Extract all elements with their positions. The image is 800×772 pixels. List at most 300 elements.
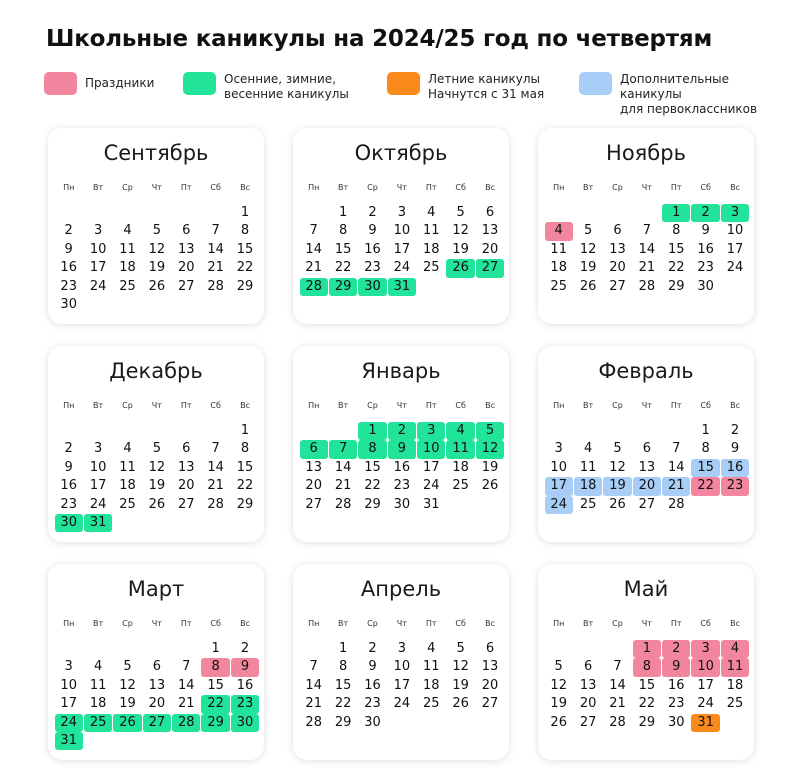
weekday-label: Вт xyxy=(338,401,349,410)
empty-cell xyxy=(633,204,661,222)
day-cell: 27 xyxy=(609,278,626,294)
day-cell: 13 xyxy=(579,677,597,693)
day-cell: 26 xyxy=(452,696,469,712)
day-cell-marked: 28 xyxy=(300,278,328,296)
weekday-label: Чт xyxy=(151,401,162,410)
day-cell-marked: 1 xyxy=(633,640,661,658)
day-cell-marked: 1 xyxy=(358,422,386,440)
day-cell: 14 xyxy=(334,459,352,475)
weekday-label: Вт xyxy=(583,401,594,410)
day-cell: 23 xyxy=(60,496,77,512)
weekday-header xyxy=(544,182,748,204)
day-cell: 20 xyxy=(609,260,626,276)
month-card xyxy=(48,346,264,542)
day-cell: 17 xyxy=(60,696,77,712)
day-cell-marked: 11 xyxy=(446,440,474,458)
day-cell: 26 xyxy=(481,478,499,494)
weekday-label: Пн xyxy=(553,619,565,628)
day-cell-marked: 20 xyxy=(633,477,661,495)
day-cell-marked: 26 xyxy=(446,259,474,277)
day-cell: 14 xyxy=(638,241,656,257)
weekday-label: Пн xyxy=(308,619,320,628)
day-cell: 5 xyxy=(456,205,465,220)
day-cell: 26 xyxy=(579,278,597,294)
day-cell-marked: 3 xyxy=(417,422,445,440)
day-cell-marked: 17 xyxy=(545,477,573,495)
day-cell: 23 xyxy=(667,696,685,712)
weekday-label: Вс xyxy=(730,401,740,410)
weekday-label: Ср xyxy=(122,619,133,628)
day-cell: 21 xyxy=(638,260,656,276)
weekday-label: Пт xyxy=(425,401,437,410)
day-cell: 14 xyxy=(305,241,322,257)
day-cell-marked: 4 xyxy=(721,640,749,658)
day-cell: 29 xyxy=(236,496,254,512)
day-cell: 12 xyxy=(579,241,597,257)
day-cell: 18 xyxy=(726,677,744,693)
day-cell: 9 xyxy=(730,441,740,457)
day-cell: 10 xyxy=(726,223,744,239)
day-cell: 18 xyxy=(119,260,136,276)
weekday-label: Ср xyxy=(122,183,133,192)
day-cell-marked: 9 xyxy=(231,658,259,676)
day-cell: 21 xyxy=(305,260,322,276)
day-cell-marked: 10 xyxy=(691,658,719,676)
day-cell: 12 xyxy=(609,459,626,475)
weekday-label: Пн xyxy=(63,183,75,192)
weekday-header xyxy=(54,618,258,640)
day-cell: 8 xyxy=(240,223,250,239)
weekday-label: Сб xyxy=(210,619,221,628)
day-cell: 30 xyxy=(393,496,411,512)
weekday-header xyxy=(544,400,748,422)
day-cell: 25 xyxy=(422,260,440,276)
month-card xyxy=(293,128,509,324)
day-cell: 1 xyxy=(211,641,220,656)
day-cell-marked: 3 xyxy=(721,204,749,222)
weekday-label: Пн xyxy=(308,183,320,192)
day-cell: 11 xyxy=(550,241,567,257)
day-cell: 14 xyxy=(667,459,685,475)
day-cell: 9 xyxy=(701,223,710,239)
weekday-label: Пт xyxy=(425,183,437,192)
weekday-label: Ср xyxy=(367,183,378,192)
weekday-label: Вт xyxy=(583,619,594,628)
day-cell: 5 xyxy=(554,659,563,675)
day-cell: 10 xyxy=(89,459,107,475)
day-cell: 24 xyxy=(393,696,411,712)
day-cell: 15 xyxy=(667,241,685,257)
days-grid xyxy=(544,640,748,732)
empty-cell xyxy=(84,204,112,222)
day-cell: 2 xyxy=(730,423,740,438)
day-cell: 20 xyxy=(177,260,195,276)
day-cell: 14 xyxy=(305,677,322,693)
day-cell-marked: 11 xyxy=(721,658,749,676)
day-cell: 25 xyxy=(119,496,136,512)
day-cell: 15 xyxy=(334,241,352,257)
day-cell: 6 xyxy=(583,659,593,675)
day-cell: 17 xyxy=(89,260,107,276)
day-cell: 24 xyxy=(726,260,744,276)
day-cell: 30 xyxy=(697,278,714,294)
day-cell: 20 xyxy=(305,478,322,494)
weekday-label: Сб xyxy=(210,401,221,410)
day-cell: 26 xyxy=(148,496,166,512)
day-cell: 22 xyxy=(334,260,352,276)
day-cell-marked: 29 xyxy=(201,714,229,732)
weekday-label: Пт xyxy=(670,619,682,628)
legend-swatch-holidays xyxy=(44,72,77,95)
month-name: Апрель xyxy=(360,577,442,601)
day-cell: 27 xyxy=(579,714,597,730)
day-cell: 18 xyxy=(119,478,136,494)
weekday-label: Пт xyxy=(180,401,192,410)
day-cell-marked: 10 xyxy=(417,440,445,458)
day-cell-marked: 7 xyxy=(329,440,357,458)
day-cell-marked: 28 xyxy=(172,714,200,732)
day-cell: 21 xyxy=(305,696,322,712)
empty-cell xyxy=(633,422,661,440)
day-cell-marked: 9 xyxy=(662,658,690,676)
day-cell: 26 xyxy=(550,714,567,730)
weekday-label: Вс xyxy=(730,619,740,628)
day-cell: 20 xyxy=(481,241,499,257)
day-cell-marked: 22 xyxy=(691,477,719,495)
empty-cell xyxy=(113,640,141,658)
day-cell: 4 xyxy=(583,441,593,457)
day-cell: 10 xyxy=(550,459,567,475)
weekday-label: Сб xyxy=(700,401,711,410)
day-cell: 11 xyxy=(119,241,136,257)
day-cell-marked: 16 xyxy=(721,459,749,477)
day-cell: 1 xyxy=(701,423,710,438)
day-cell: 22 xyxy=(334,696,352,712)
day-cell-marked: 22 xyxy=(201,695,229,713)
weekday-label: Вс xyxy=(485,401,495,410)
day-cell: 21 xyxy=(207,260,224,276)
days-grid xyxy=(299,640,503,732)
day-cell: 1 xyxy=(338,641,348,656)
day-cell: 29 xyxy=(334,714,352,730)
day-cell: 15 xyxy=(334,677,352,693)
day-cell: 12 xyxy=(452,659,469,675)
day-cell-marked: 4 xyxy=(545,222,573,240)
days-grid xyxy=(544,422,748,514)
month-card xyxy=(293,346,509,542)
day-cell: 28 xyxy=(638,278,656,294)
day-cell: 7 xyxy=(672,441,681,457)
day-cell: 24 xyxy=(89,496,107,512)
day-cell: 25 xyxy=(579,496,597,512)
day-cell: 21 xyxy=(177,696,195,712)
day-cell: 17 xyxy=(422,459,440,475)
day-cell: 19 xyxy=(148,260,166,276)
day-cell-marked: 31 xyxy=(691,714,719,732)
weekday-label: Пн xyxy=(553,183,565,192)
day-cell: 7 xyxy=(642,223,651,239)
day-cell: 29 xyxy=(364,496,381,512)
month-card xyxy=(538,564,754,760)
empty-cell xyxy=(300,640,328,658)
day-cell: 23 xyxy=(393,478,411,494)
month-card xyxy=(293,564,509,760)
weekday-label: Чт xyxy=(641,183,652,192)
day-cell: 31 xyxy=(422,496,440,512)
month-name: Сентябрь xyxy=(103,141,209,165)
day-cell: 14 xyxy=(207,459,224,475)
day-cell: 22 xyxy=(667,260,685,276)
day-cell: 28 xyxy=(305,714,322,730)
day-cell: 16 xyxy=(364,677,381,693)
day-cell: 7 xyxy=(211,441,220,457)
day-cell: 9 xyxy=(368,659,377,675)
day-cell-marked: 6 xyxy=(300,440,328,458)
day-cell: 12 xyxy=(148,241,166,257)
day-cell: 12 xyxy=(119,677,136,693)
day-cell: 22 xyxy=(236,478,254,494)
weekday-label: Пт xyxy=(180,619,192,628)
days-grid xyxy=(54,422,258,532)
day-cell: 24 xyxy=(89,278,107,294)
empty-cell xyxy=(545,640,573,658)
month-card xyxy=(48,564,264,760)
day-cell: 28 xyxy=(667,496,685,512)
day-cell: 6 xyxy=(485,641,495,656)
weekday-label: Вт xyxy=(93,183,104,192)
page-title: Школьные каникулы на 2024/25 год по четвертям xyxy=(46,26,713,52)
days-grid xyxy=(54,640,258,750)
empty-cell xyxy=(545,422,573,440)
day-cell: 2 xyxy=(240,641,250,656)
day-cell: 3 xyxy=(397,205,406,220)
empty-cell xyxy=(603,640,631,658)
weekday-label: Ср xyxy=(612,619,623,628)
empty-cell xyxy=(201,204,229,222)
weekday-header xyxy=(299,182,503,204)
weekday-header xyxy=(544,618,748,640)
day-cell: 29 xyxy=(667,278,685,294)
day-cell: 11 xyxy=(89,677,107,693)
empty-cell xyxy=(201,422,229,440)
day-cell-marked: 24 xyxy=(545,496,573,514)
day-cell: 8 xyxy=(338,223,348,239)
day-cell: 3 xyxy=(397,641,406,656)
month-name: Октябрь xyxy=(354,141,448,165)
empty-cell xyxy=(603,204,631,222)
legend-label-first-grade-break: Дополнительные каникулы для первоклассников xyxy=(620,72,758,116)
day-cell-marked: 19 xyxy=(603,477,631,495)
month-card xyxy=(48,128,264,324)
days-grid xyxy=(299,422,503,514)
weekday-label: Вт xyxy=(583,183,594,192)
day-cell: 11 xyxy=(422,223,440,239)
day-cell-marked: 1 xyxy=(662,204,690,222)
empty-cell xyxy=(143,204,171,222)
legend-item-first-grade-break xyxy=(579,72,757,117)
empty-cell xyxy=(113,422,141,440)
day-cell-marked: 31 xyxy=(388,278,416,296)
empty-cell xyxy=(172,640,200,658)
day-cell: 28 xyxy=(207,278,224,294)
day-cell: 5 xyxy=(456,641,465,656)
day-cell: 10 xyxy=(89,241,107,257)
month-name: Март xyxy=(127,577,185,601)
day-cell: 22 xyxy=(236,260,254,276)
day-cell-marked: 23 xyxy=(231,695,259,713)
day-cell: 7 xyxy=(613,659,622,675)
day-cell: 16 xyxy=(236,677,254,693)
day-cell-marked: 15 xyxy=(691,459,719,477)
day-cell-marked: 8 xyxy=(633,658,661,676)
calendar-grid xyxy=(48,128,754,760)
day-cell-marked: 30 xyxy=(55,514,83,532)
day-cell: 13 xyxy=(305,459,322,475)
day-cell: 19 xyxy=(550,696,567,712)
day-cell: 19 xyxy=(579,260,597,276)
legend-label-holidays: Праздники xyxy=(85,76,155,90)
day-cell-marked: 3 xyxy=(691,640,719,658)
weekday-header xyxy=(54,400,258,422)
day-cell: 18 xyxy=(89,696,107,712)
day-cell: 12 xyxy=(452,223,469,239)
day-cell: 16 xyxy=(667,677,685,693)
day-cell: 9 xyxy=(64,459,73,475)
day-cell: 5 xyxy=(152,441,161,457)
empty-cell xyxy=(603,422,631,440)
empty-cell xyxy=(574,422,602,440)
weekday-label: Пт xyxy=(425,619,437,628)
weekday-label: Вс xyxy=(240,619,250,628)
day-cell: 24 xyxy=(697,696,714,712)
day-cell: 25 xyxy=(550,278,567,294)
day-cell: 27 xyxy=(177,496,195,512)
day-cell: 1 xyxy=(240,423,250,438)
day-cell: 18 xyxy=(422,241,440,257)
day-cell: 25 xyxy=(422,696,440,712)
day-cell: 13 xyxy=(177,241,195,257)
day-cell: 15 xyxy=(364,459,381,475)
weekday-header xyxy=(299,400,503,422)
weekday-label: Чт xyxy=(641,619,652,628)
day-cell: 5 xyxy=(123,659,132,675)
empty-cell xyxy=(172,422,200,440)
day-cell: 17 xyxy=(393,241,411,257)
day-cell: 23 xyxy=(60,278,77,294)
weekday-label: Чт xyxy=(396,401,407,410)
day-cell-marked: 4 xyxy=(446,422,474,440)
weekday-label: Вс xyxy=(485,619,495,628)
day-cell: 4 xyxy=(123,223,132,239)
day-cell: 19 xyxy=(452,677,469,693)
weekday-label: Сб xyxy=(210,183,221,192)
day-cell: 3 xyxy=(554,441,563,457)
weekday-header xyxy=(54,182,258,204)
weekday-label: Чт xyxy=(396,183,407,192)
day-cell: 8 xyxy=(240,441,250,457)
day-cell: 10 xyxy=(393,659,411,675)
day-cell: 18 xyxy=(422,677,440,693)
day-cell: 6 xyxy=(642,441,651,457)
legend-label-school-breaks: Осенние, зимние, весенние каникулы xyxy=(224,72,349,101)
day-cell-marked: 31 xyxy=(55,732,83,750)
day-cell: 13 xyxy=(148,677,166,693)
empty-cell xyxy=(329,422,357,440)
day-cell: 2 xyxy=(64,223,73,239)
day-cell: 13 xyxy=(177,459,195,475)
day-cell: 17 xyxy=(89,478,107,494)
weekday-label: Вс xyxy=(730,183,740,192)
day-cell: 12 xyxy=(550,677,567,693)
weekday-label: Сб xyxy=(455,183,466,192)
weekday-label: Пн xyxy=(553,401,565,410)
day-cell: 8 xyxy=(338,659,348,675)
day-cell-marked: 25 xyxy=(84,714,112,732)
day-cell: 23 xyxy=(364,696,381,712)
day-cell: 17 xyxy=(697,677,714,693)
day-cell: 16 xyxy=(60,260,77,276)
legend-item-school-breaks xyxy=(183,72,349,102)
day-cell: 21 xyxy=(609,696,626,712)
weekday-label: Ср xyxy=(367,619,378,628)
day-cell: 21 xyxy=(334,478,352,494)
day-cell: 5 xyxy=(152,223,161,239)
days-grid xyxy=(299,204,503,296)
weekday-label: Пн xyxy=(63,619,75,628)
day-cell-marked: 2 xyxy=(662,640,690,658)
day-cell-marked: 31 xyxy=(84,514,112,532)
day-cell: 6 xyxy=(182,223,191,239)
day-cell: 18 xyxy=(550,260,567,276)
day-cell: 4 xyxy=(93,659,103,675)
weekday-label: Вс xyxy=(240,183,250,192)
day-cell: 4 xyxy=(427,205,436,220)
day-cell-marked: 27 xyxy=(143,714,171,732)
day-cell-marked: 29 xyxy=(329,278,357,296)
weekday-label: Чт xyxy=(151,619,162,628)
month-name: Ноябрь xyxy=(606,141,686,165)
day-cell: 25 xyxy=(119,278,136,294)
day-cell: 7 xyxy=(309,223,318,239)
weekday-label: Пт xyxy=(670,401,682,410)
days-grid xyxy=(544,204,748,296)
month-name: Декабрь xyxy=(109,359,203,383)
legend-item-summer-break xyxy=(387,72,544,102)
weekday-label: Ср xyxy=(612,401,623,410)
day-cell: 16 xyxy=(393,459,411,475)
day-cell: 23 xyxy=(364,260,381,276)
day-cell: 20 xyxy=(148,696,166,712)
day-cell: 14 xyxy=(207,241,224,257)
month-card xyxy=(538,346,754,542)
weekday-label: Чт xyxy=(151,183,162,192)
weekday-label: Вт xyxy=(338,183,349,192)
day-cell: 9 xyxy=(368,223,377,239)
day-cell: 20 xyxy=(177,478,195,494)
day-cell-marked: 30 xyxy=(231,714,259,732)
day-cell: 28 xyxy=(207,496,224,512)
weekday-label: Вт xyxy=(93,619,104,628)
day-cell-marked: 23 xyxy=(721,477,749,495)
day-cell: 14 xyxy=(609,677,626,693)
day-cell: 29 xyxy=(638,714,656,730)
day-cell-marked: 21 xyxy=(662,477,690,495)
day-cell: 14 xyxy=(177,677,195,693)
day-cell: 3 xyxy=(93,441,103,457)
day-cell: 11 xyxy=(579,459,597,475)
day-cell-marked: 2 xyxy=(691,204,719,222)
day-cell: 3 xyxy=(64,659,73,675)
